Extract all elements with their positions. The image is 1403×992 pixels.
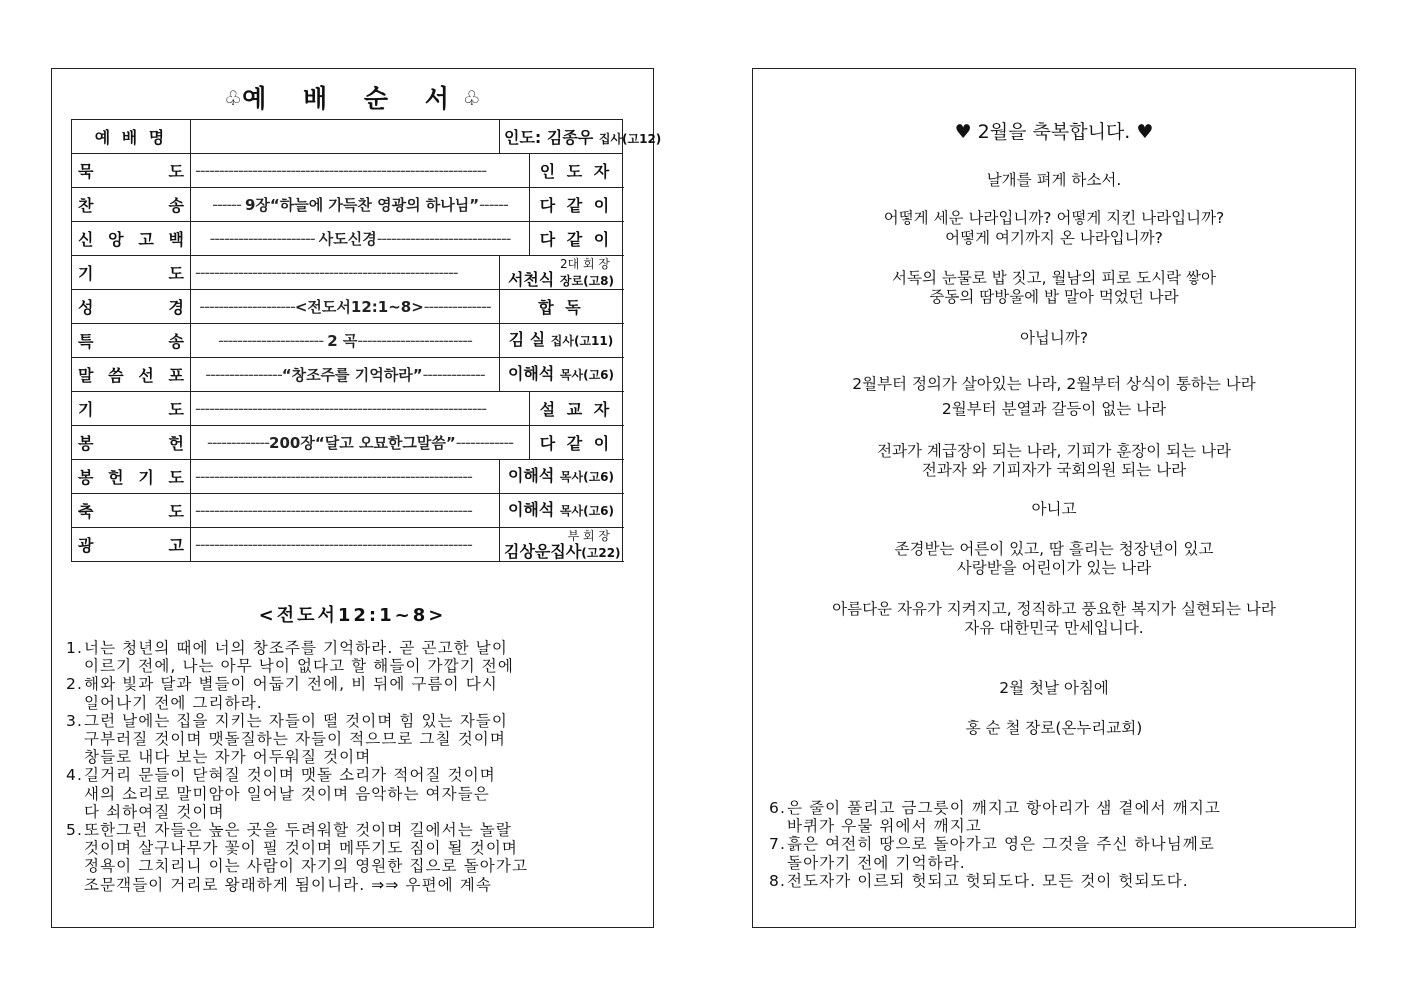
label-char: 도 xyxy=(168,264,184,283)
order-row xyxy=(72,528,623,562)
verse-text xyxy=(84,821,626,894)
label-char: 포 xyxy=(168,366,184,385)
header-row xyxy=(72,120,623,154)
label-char: 선 xyxy=(138,366,154,385)
order-item-text: 200장“달고 오묘한그말씀” xyxy=(269,434,456,452)
order-content xyxy=(191,290,500,324)
order-row xyxy=(72,324,623,358)
order-person xyxy=(500,460,623,494)
worship-order-table xyxy=(71,119,662,562)
verse-number: 1. xyxy=(66,639,83,657)
order-row xyxy=(72,154,623,188)
order-person xyxy=(500,256,623,290)
dash-leader: ------------------------------------------------------- xyxy=(195,263,458,282)
order-item-text: 2 곡 xyxy=(327,332,358,350)
blessing-line: 어떻게 여기까지 온 나라입니까? xyxy=(945,229,1163,247)
label-char: 신 xyxy=(78,230,94,249)
role-title: 2대 회 장 xyxy=(559,256,610,271)
blessing-line: 중동의 땀방울에 밥 말아 먹었던 나라 xyxy=(929,288,1179,306)
order-item-text: 사도신경 xyxy=(318,230,377,248)
label-char: 성 xyxy=(78,298,94,317)
verse-text xyxy=(84,766,626,821)
person-rank: 집사(고11) xyxy=(550,334,614,348)
order-content xyxy=(191,358,500,392)
blessing-line: 자유 대한민국 만세입니다. xyxy=(964,619,1144,637)
verse-line: 창들로 내다 보는 자가 어두워질 것이며 xyxy=(84,748,372,767)
label-char: 앙 xyxy=(108,230,124,249)
order-person xyxy=(500,528,623,562)
verse-number: 4. xyxy=(66,766,83,785)
leader-name: 인도: 김종우 xyxy=(504,128,599,147)
order-row xyxy=(72,222,623,256)
dash-leader: ------ xyxy=(212,195,245,214)
blessing-line: 전과가 계급장이 되는 나라, 기피가 훈장이 되는 나라 xyxy=(877,442,1231,460)
verse-number: 8. xyxy=(769,871,786,890)
verse xyxy=(66,766,626,821)
dash-leader: ---------------- xyxy=(205,365,282,384)
title-text: 예 배 순 서 xyxy=(242,84,463,113)
blessing-line: 아니고 xyxy=(1031,500,1077,518)
label-char: 도 xyxy=(168,400,184,419)
club-icon: ♧ xyxy=(224,86,243,110)
order-label xyxy=(72,324,191,358)
person-name: 서천식 xyxy=(507,269,560,289)
label-char: 씀 xyxy=(108,366,124,385)
order-label xyxy=(72,528,191,562)
blessing-line: 어떻게 세운 나라입니까? 어떻게 지킨 나라입니까? xyxy=(883,209,1225,227)
blessing-line: 홍 순 철 장로(온누리교회) xyxy=(965,719,1143,737)
blessing-panel xyxy=(752,68,1356,928)
verse xyxy=(66,639,626,675)
order-content xyxy=(191,460,500,494)
verse-text xyxy=(84,712,626,767)
order-row xyxy=(72,392,623,426)
order-row xyxy=(72,188,623,222)
scripture-verses-continued xyxy=(769,799,1349,890)
leader-rank: 집사(고12) xyxy=(598,132,662,146)
order-label xyxy=(72,256,191,290)
verse-text xyxy=(787,799,1349,835)
order-content xyxy=(191,528,500,562)
verse-text xyxy=(84,675,626,711)
verse-line: 너는 청년의 때에 너의 창조주를 기억하라. 곧 곤고한 날이 xyxy=(84,639,508,657)
person-rank: 목사(고6) xyxy=(559,504,615,518)
dash-leader: ---------------------------------------------------------- xyxy=(195,535,472,554)
order-content xyxy=(191,154,530,188)
label-char: 도 xyxy=(168,162,184,181)
verse-line: 또한그런 자들은 높은 곳을 두려워할 것이며 길에서는 놀랄 xyxy=(84,821,512,840)
verse-line: 이르기 전에, 나는 아무 낙이 없다고 할 해들이 가깝기 전에 xyxy=(84,657,514,676)
person-name: 이해석 xyxy=(507,500,560,519)
blessing-line: 아닙니까? xyxy=(1019,329,1089,347)
dash-leader: ---------------------- xyxy=(218,331,328,350)
service-name-label: 예 배 명 xyxy=(72,120,191,154)
order-item-text: “창조주를 기억하라” xyxy=(281,366,423,384)
order-label xyxy=(72,188,191,222)
club-icon: ♧ xyxy=(462,86,481,110)
order-person: 합 독 xyxy=(500,290,623,324)
label-char: 찬 xyxy=(78,196,94,215)
verse-line: 조문객들이 거리로 왕래하게 됨이니라. ⇒⇒ 우편에 계속 xyxy=(84,875,492,894)
order-label xyxy=(72,358,191,392)
blessing-line: 2월부터 분열과 갈등이 없는 나라 xyxy=(941,400,1167,418)
order-person xyxy=(500,494,623,528)
order-person: 인 도 자 xyxy=(530,154,623,188)
label-char: 기 xyxy=(78,400,94,419)
verse-line: 은 줄이 풀리고 금그릇이 깨지고 항아리가 샘 곁에서 깨지고 xyxy=(787,799,1221,817)
person-rank: 장로(고8) xyxy=(559,273,615,288)
verse-number: 7. xyxy=(769,835,786,854)
blessing-line: 아름다운 자유가 지켜지고, 정직하고 풍요한 복지가 실현되는 나라 xyxy=(832,600,1276,618)
order-content xyxy=(191,324,500,358)
role-title: 부 회 장 xyxy=(567,528,610,543)
order-label xyxy=(72,392,191,426)
order-row xyxy=(72,290,623,324)
order-label xyxy=(72,154,191,188)
person-rank: (고22) xyxy=(581,545,621,560)
blessing-line: 날개를 펴게 하소서. xyxy=(986,171,1122,189)
label-char: 봉 xyxy=(78,468,94,487)
order-label xyxy=(72,290,191,324)
verse-text xyxy=(787,872,1349,890)
dash-leader: ------------------------------------------------------------- xyxy=(195,161,487,180)
service-name-value xyxy=(191,120,500,154)
order-content xyxy=(191,494,500,528)
dash-leader: ------------- xyxy=(206,433,270,452)
label-char: 도 xyxy=(168,468,184,487)
worship-order-panel xyxy=(51,68,662,928)
blessing-line: 2월 첫날 아침에 xyxy=(999,679,1109,697)
label-char: 특 xyxy=(78,332,94,351)
order-content xyxy=(191,426,530,460)
order-content xyxy=(191,188,530,222)
leader-info xyxy=(500,120,662,154)
label-char: 말 xyxy=(78,366,94,385)
label-char: 광 xyxy=(78,536,94,555)
order-item-text: <전도서12:1~8> xyxy=(294,298,424,316)
order-row xyxy=(72,460,623,494)
blessing-title: ♥ 2월을 축복합니다. ♥ xyxy=(954,121,1154,143)
blessing-line: 사랑받을 어린이가 있는 나라 xyxy=(956,559,1152,577)
dash-leader: ------------------------------------------------------------- xyxy=(195,399,487,418)
verse-text xyxy=(84,639,626,675)
person-name: 김 실 xyxy=(508,330,551,349)
order-row xyxy=(72,494,623,528)
verse-line: 것이며 살구나무가 꽃이 필 것이며 메뚜기도 짐이 될 것이며 xyxy=(84,839,518,858)
order-person: 다 같 이 xyxy=(530,426,623,460)
dash-leader: ---------------------------- xyxy=(376,229,511,248)
verse-line: 일어나기 전에 그리하라. xyxy=(84,693,263,712)
verse-line: 구부러질 것이며 맷돌질하는 자들이 적으므로 그칠 것이며 xyxy=(84,730,506,749)
label-char: 봉 xyxy=(78,434,94,453)
scripture-heading: <전도서12:1~8> xyxy=(258,605,447,626)
verse xyxy=(66,821,626,894)
verse-line: 바퀴가 우물 위에서 깨지고 xyxy=(787,817,982,836)
order-label xyxy=(72,222,191,256)
blessing-line: 전과자 와 기피자가 국회의원 되는 나라 xyxy=(921,461,1187,479)
verse xyxy=(66,712,626,767)
verse xyxy=(769,872,1349,890)
label-char: 축 xyxy=(78,502,94,521)
dash-leader: ---------------------------------------------------------- xyxy=(195,467,472,486)
verse xyxy=(769,799,1349,835)
person-rank: 목사(고6) xyxy=(559,470,615,484)
verse-line: 그런 날에는 집을 지키는 자들이 떨 것이며 힘 있는 자들이 xyxy=(84,711,508,730)
label-char: 고 xyxy=(168,536,184,555)
blessing-line: 존경받는 어른이 있고, 땀 흘리는 청장년이 있고 xyxy=(894,540,1214,558)
order-content xyxy=(191,222,530,256)
verse-number: 5. xyxy=(66,821,83,840)
dash-leader: ---------------------- xyxy=(209,229,319,248)
dash-leader: ------ xyxy=(479,195,508,214)
order-person: 설 교 자 xyxy=(530,392,623,426)
label-char: 헌 xyxy=(108,468,124,487)
order-content xyxy=(191,256,500,290)
verse-line: 새의 소리로 말미암아 일어날 것이며 음악하는 여자들은 xyxy=(84,784,490,803)
verse-text xyxy=(787,835,1349,871)
blessing-line: 2월부터 정의가 살아있는 나라, 2월부터 상식이 통하는 나라 xyxy=(852,375,1256,393)
label-char: 경 xyxy=(168,298,184,317)
dash-leader: ------------- xyxy=(422,365,485,384)
label-char: 고 xyxy=(138,230,154,249)
verse-line: 정욕이 그치리니 이는 사람이 자기의 영원한 집으로 돌아가고 xyxy=(84,857,529,876)
verse-number: 6. xyxy=(769,799,786,817)
dash-leader: -------------------- xyxy=(199,297,295,316)
blessing-line: 서독의 눈물로 밥 짓고, 월남의 피로 도시락 쌓아 xyxy=(892,269,1216,287)
person-name: 이해석 xyxy=(507,466,560,485)
label-char: 묵 xyxy=(78,162,94,181)
dash-leader: ------------ xyxy=(455,433,513,452)
order-label xyxy=(72,494,191,528)
order-row xyxy=(72,256,623,290)
verse-number: 3. xyxy=(66,711,83,730)
order-person: 다 같 이 xyxy=(530,222,623,256)
order-item-text: 9장“하늘에 가득찬 영광의 하나님” xyxy=(244,196,480,214)
dash-leader: ---------------------------------------------------------- xyxy=(195,501,472,520)
order-label xyxy=(72,426,191,460)
verse-line: 흙은 여전히 땅으로 돌아가고 영은 그것을 주신 하나님께로 xyxy=(787,835,1215,854)
verse-line: 전도자가 이르되 헛되고 헛되도다. 모든 것이 헛되도다. xyxy=(787,871,1189,890)
order-label xyxy=(72,460,191,494)
person-rank: 목사(고6) xyxy=(559,368,615,382)
verse xyxy=(66,675,626,711)
verse-line: 해와 빛과 달과 별들이 어둡기 전에, 비 뒤에 구름이 다시 xyxy=(84,675,498,694)
worship-order-title xyxy=(52,79,653,115)
order-content xyxy=(191,392,530,426)
label-char: 송 xyxy=(168,196,184,215)
order-row xyxy=(72,358,623,392)
verse-line: 길거리 문들이 닫혀질 것이며 맷돌 소리가 적어질 것이며 xyxy=(84,766,496,785)
person-name: 이해석 xyxy=(507,364,560,383)
label-char: 송 xyxy=(168,332,184,351)
label-char: 백 xyxy=(168,230,184,249)
order-person xyxy=(500,324,623,358)
label-char: 기 xyxy=(78,264,94,283)
person-name: 김상운집사 xyxy=(504,541,582,561)
scripture-verses xyxy=(66,639,626,894)
label-char: 헌 xyxy=(168,434,184,453)
verse-line: 다 쇠하여질 것이며 xyxy=(84,802,225,821)
label-char: 기 xyxy=(138,468,154,487)
order-person xyxy=(500,358,623,392)
dash-leader: ------------------------ xyxy=(357,331,472,350)
label-char: 도 xyxy=(168,502,184,521)
order-row xyxy=(72,426,623,460)
verse-number: 2. xyxy=(66,675,83,694)
verse-line: 돌아가기 전에 기억하라. xyxy=(787,853,966,872)
verse xyxy=(769,835,1349,871)
order-person: 다 같 이 xyxy=(530,188,623,222)
dash-leader: -------------- xyxy=(423,297,491,316)
